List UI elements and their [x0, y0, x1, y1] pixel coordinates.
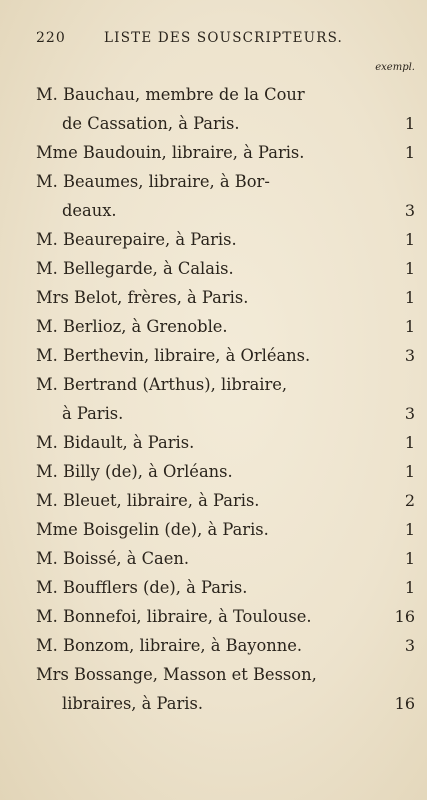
page-number: 220 — [36, 30, 66, 46]
subscriber-line — [36, 341, 415, 370]
copies-column-head: exempl. — [375, 62, 415, 73]
copies-count: 16 — [394, 694, 415, 713]
copies-count: 1 — [404, 549, 415, 568]
subscriber-line — [36, 225, 415, 254]
subscriber-text: Mrs Belot, frères, à Paris. — [36, 288, 249, 307]
subscriber-text: Mrs Bossange, Masson et Besson, — [36, 665, 317, 684]
subscriber-line — [36, 428, 415, 457]
copies-count: 1 — [404, 578, 415, 597]
subscriber-text: M. Billy (de), à Orléans. — [36, 462, 233, 481]
copies-count: 1 — [404, 462, 415, 481]
subscriber-line — [36, 399, 415, 428]
copies-count: 1 — [404, 114, 415, 133]
subscriber-line — [36, 689, 415, 718]
subscriber-text: M. Bonzom, libraire, à Bayonne. — [36, 636, 303, 655]
subscriber-line — [36, 486, 415, 515]
subscriber-text: à Paris. — [62, 404, 124, 423]
subscriber-text: M. Bellegarde, à Calais. — [36, 259, 234, 278]
subscriber-line — [36, 167, 415, 196]
subscriber-text: M. Boissé, à Caen. — [36, 549, 190, 568]
subscriber-text: libraires, à Paris. — [62, 694, 203, 713]
subscriber-line — [36, 660, 415, 689]
subscriber-text: M. Bonnefoi, libraire, à Toulouse. — [36, 607, 312, 626]
subscriber-line — [36, 457, 415, 486]
subscriber-text: M. Boufflers (de), à Paris. — [36, 578, 248, 597]
subscriber-text: M. Bleuet, libraire, à Paris. — [36, 491, 260, 510]
subscriber-text: deaux. — [62, 201, 117, 220]
subscriber-text: Mme Boisgelin (de), à Paris. — [36, 520, 269, 539]
subscriber-text: M. Beaumes, libraire, à Bor- — [36, 172, 270, 191]
copies-count: 3 — [404, 346, 415, 365]
subscriber-text: M. Berlioz, à Grenoble. — [36, 317, 228, 336]
subscriber-line — [36, 573, 415, 602]
copies-count: 1 — [404, 230, 415, 249]
subscriber-line — [36, 544, 415, 573]
subscriber-line — [36, 80, 415, 109]
subscriber-line — [36, 515, 415, 544]
copies-count: 1 — [404, 259, 415, 278]
subscriber-line — [36, 138, 415, 167]
subscriber-line — [36, 254, 415, 283]
running-title: LISTE DES SOUSCRIPTEURS. — [104, 30, 344, 46]
copies-count: 1 — [404, 317, 415, 336]
copies-count: 16 — [394, 607, 415, 626]
subscriber-text: M. Beaurepaire, à Paris. — [36, 230, 237, 249]
copies-count: 1 — [404, 433, 415, 452]
copies-count: 3 — [404, 201, 415, 220]
subscriber-list — [36, 80, 415, 718]
subscriber-text: M. Bauchau, membre de la Cour — [36, 85, 305, 104]
subscriber-line — [36, 109, 415, 138]
copies-count: 3 — [404, 636, 415, 655]
subscriber-line — [36, 312, 415, 341]
subscriber-line — [36, 196, 415, 225]
subscriber-line — [36, 283, 415, 312]
subscriber-line — [36, 602, 415, 631]
copies-count: 1 — [404, 520, 415, 539]
subscriber-text: Mme Baudouin, libraire, à Paris. — [36, 143, 305, 162]
subscriber-line — [36, 631, 415, 660]
copies-count: 3 — [404, 404, 415, 423]
subscriber-text: M. Bertrand (Arthus), libraire, — [36, 375, 288, 394]
copies-count: 1 — [404, 288, 415, 307]
page-header — [36, 30, 391, 54]
subscriber-line — [36, 370, 415, 399]
subscriber-text: M. Berthevin, libraire, à Orléans. — [36, 346, 311, 365]
subscriber-text: de Cassation, à Paris. — [62, 114, 240, 133]
subscriber-text: M. Bidault, à Paris. — [36, 433, 195, 452]
copies-count: 1 — [404, 143, 415, 162]
copies-count: 2 — [404, 491, 415, 510]
